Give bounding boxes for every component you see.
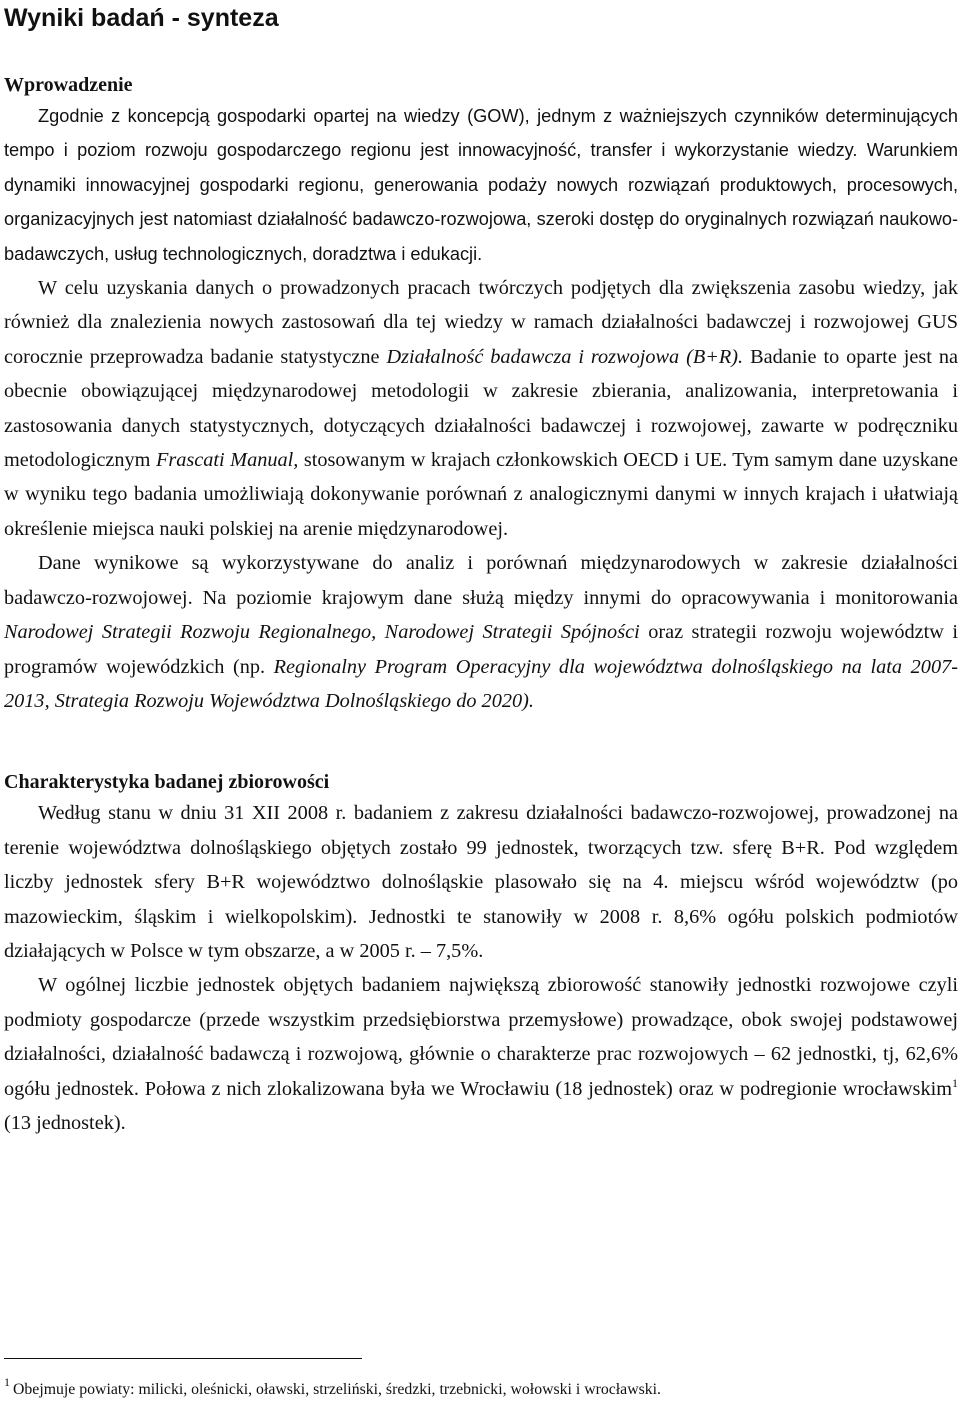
char-p2-text-a: W ogólnej liczbie jednostek objętych badaniem największą zbiorowość stanowiły jednostki rozwojowe czyli podmioty gospodarcze (przede wszystkim przedsiębiorstwa przemysłowe) prowadzące, obok swojej podstawowej działalności, działalność badawczą i rozwojową, głównie o charakterze prac rozwojowych – 62 jednostki, tj, 62,6% ogółu jednostek. Połowa z nich zlokalizowana była we Wrocławiu (18 jednostek) oraz w podregionie wrocławskim bbox=[4, 974, 958, 1100]
intro-p2-text-b: Badanie to oparte jest na obecnie obowiązującej międzynarodowej metodologii w zakresie zbierania, analizowania, interpretowania i zastosowania danych statystycznych, dotyczących działalności badawczej i rozwojowej, zawarte w podręczniku metodologicznym bbox=[4, 345, 958, 472]
intro-paragraph-2 bbox=[4, 271, 958, 546]
section-heading-intro: Wprowadzenie bbox=[4, 74, 133, 96]
frascati-manual-italic: Frascati Manual, bbox=[155, 449, 299, 472]
intro-paragraph-3 bbox=[4, 546, 958, 718]
intro-p3-text-a: Dane wynikowe są wykorzystywane do analiz i porównań międzynarodowych w zakresie działalności badawczo-rozwojowej. Na poziomie krajowym dane służą między innymi do opracowywania i monitorowania bbox=[4, 552, 958, 609]
footnote-separator bbox=[4, 1358, 362, 1359]
char-p2-text-b: (13 jednostek). bbox=[4, 1111, 126, 1134]
survey-name-italic: Działalność badawcza i rozwojowa (B+R). bbox=[386, 345, 744, 368]
intro-p2-text-c: stosowanym w krajach członkowskich OECD i UE. Tym samym dane uzyskane w wyniku tego badania umożliwiają dokonywanie porównań z analogicznymi danymi w innych krajach i ułatwiają określenie miejsca nauki polskiej na arenie międzynarodowej. bbox=[4, 449, 958, 540]
intro-p3-text-b: oraz strategii rozwoju województw i programów wojewódzkich (np. bbox=[4, 621, 959, 678]
footnote-reference: 1 bbox=[952, 1075, 958, 1090]
intro-paragraph-1: Zgodnie z koncepcją gospodarki opartej na wiedzy (GOW), jednym z ważniejszych czynników determinujących tempo i poziom rozwoju gospodarczego regionu jest innowacyjność, transfer i wykorzystanie wiedzy. Warunkiem dynamiki innowacyjnej gospodarki regionu, generowania podaży nowych rozwiązań produktowych, procesowych, organizacyjnych jest natomiast działalność badawczo-rozwojowa, szeroki dostęp do oryginalnych rozwiązań naukowo-badawczych, usług technologicznych, doradztwa i edukacji. bbox=[4, 106, 958, 264]
characteristics-paragraph-2 bbox=[4, 968, 958, 1140]
regional-programs-italic: Regionalny Program Operacyjny dla województwa dolnośląskiego na lata 2007-2013, Strategia Rozwoju Województwa Dolnośląskiego do 2020). bbox=[4, 655, 958, 712]
footnote-text: Obejmuje powiaty: milicki, oleśnicki, oławski, strzeliński, średzki, trzebnicki, wołowski i wrocławski. bbox=[13, 1381, 661, 1398]
national-strategies-italic: Narodowej Strategii Rozwoju Regionalnego, Narodowej Strategii Spójności bbox=[4, 621, 640, 644]
intro-p2-text-a: W celu uzyskania danych o prowadzonych pracach twórczych podjętych dla zwiększenia zasobu wiedzy, jak również dla znalezienia nowych zastosowań dla tej wiedzy w ramach działalności badawczej i rozwojowej GUS corocznie przeprowadza badanie statystyczne bbox=[4, 277, 958, 368]
footnote bbox=[4, 1372, 944, 1400]
characteristics-paragraph-1: Według stanu w dniu 31 XII 2008 r. badaniem z zakresu działalności badawczo-rozwojowej, prowadzonej na terenie województwa dolnośląskiego objętych zostało 99 jednostek, tworzących tzw. sferę B+R. Pod względem liczby jednostek sfery B+R województwo dolnośląskie plasowało się na 4. miejscu wśród województw (po mazowieckim, śląskim i wielkopolskim). Jednostki te stanowiły w 2008 r. 8,6% ogółu polskich podmiotów działających w Polsce w tym obszarze, a w 2005 r. – 7,5%. bbox=[4, 802, 958, 962]
document-title: Wyniki badań - synteza bbox=[4, 4, 279, 32]
document-page bbox=[4, 0, 958, 1140]
section-heading-characteristics: Charakterystyka badanej zbiorowości bbox=[4, 771, 330, 794]
footnote-mark: 1 bbox=[4, 1375, 10, 1389]
